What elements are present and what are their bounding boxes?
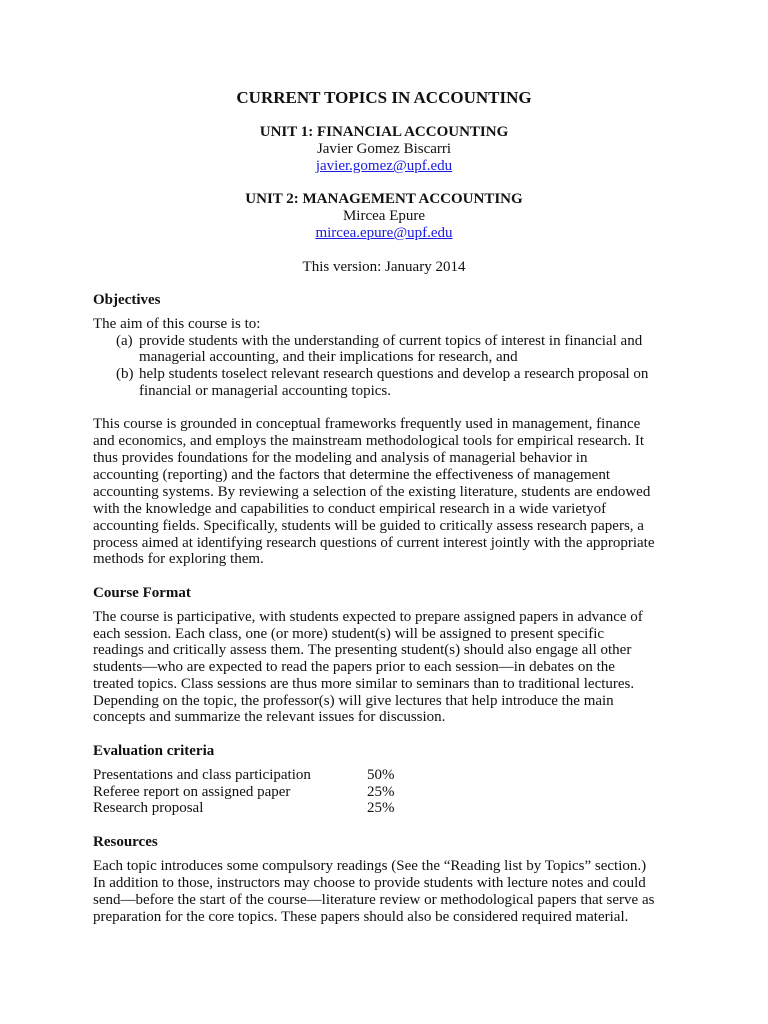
unit-2-email-link[interactable]: mircea.epure@upf.edu xyxy=(315,225,453,241)
version-line: This version: January 2014 xyxy=(302,259,466,275)
course-format-line: The course is participative, with students expected to prepare assigned papers in advance of xyxy=(93,609,643,625)
course-format-line: each session. Each class, one (or more) student(s) will be assigned to present specific xyxy=(93,626,605,642)
objectives-paragraph-line: thus provides foundations for the modeling and analysis of managerial behavior in xyxy=(93,450,588,466)
evaluation-row-label: Presentations and class participation xyxy=(93,767,311,783)
course-format-line: Depending on the topic, the professor(s) will give lectures that help introduce the main xyxy=(93,693,614,709)
objective-b-label: (b) xyxy=(116,366,134,382)
evaluation-heading: Evaluation criteria xyxy=(93,743,215,759)
course-format-line: treated topics. Class sessions are thus more similar to seminars than to traditional lectures. xyxy=(93,676,635,692)
unit-1-instructor: Javier Gomez Biscarri xyxy=(316,141,452,157)
resources-line: preparation for the core topics. These papers should also be considered required material. xyxy=(93,909,629,925)
course-format-line: concepts and summarize the relevant issues for discussion. xyxy=(93,709,446,725)
objectives-paragraph-line: accounting fields. Specifically, students will be guided to critically assess research papers, a xyxy=(93,518,644,534)
resources-line: Each topic introduces some compulsory readings (See the “Reading list by Topics” section.) xyxy=(93,858,647,874)
objectives-paragraph-line: methods for exploring them. xyxy=(93,551,264,567)
objectives-paragraph-line: with the knowledge and capabilities to conduct empirical research in a wide varietyof xyxy=(93,501,607,517)
document-title: CURRENT TOPICS IN ACCOUNTING xyxy=(236,88,532,107)
course-format-heading: Course Format xyxy=(93,585,191,601)
objectives-paragraph-line: and economics, and employs the mainstream methodological tools for empirical research. It xyxy=(93,433,645,449)
course-format-line: students—who are expected to read the papers prior to each session—in debates on the xyxy=(93,659,615,675)
evaluation-row-label: Research proposal xyxy=(93,800,204,816)
objective-a-line: managerial accounting, and their implications for research, and xyxy=(139,349,518,365)
unit-1-email-link[interactable]: javier.gomez@upf.edu xyxy=(315,158,453,174)
objectives-heading: Objectives xyxy=(93,292,161,308)
objectives-paragraph-line: This course is grounded in conceptual frameworks frequently used in management, finance xyxy=(93,416,641,432)
objectives-paragraph-line: accounting systems. By reviewing a selection of the existing literature, students are endowed xyxy=(93,484,651,500)
unit-1-heading: UNIT 1: FINANCIAL ACCOUNTING xyxy=(259,124,509,140)
objectives-intro: The aim of this course is to: xyxy=(93,316,261,332)
course-format-line: readings and critically assess them. The presenting student(s) should also engage all other xyxy=(93,642,632,658)
unit-2-email-row xyxy=(0,225,768,242)
evaluation-row-label: Referee report on assigned paper xyxy=(93,784,291,800)
unit-2-heading: UNIT 2: MANAGEMENT ACCOUNTING xyxy=(245,191,523,207)
objectives-paragraph-line: process aimed at identifying research questions of current interest jointly with the appropriate xyxy=(93,535,655,551)
objective-b-line: financial or managerial accounting topics. xyxy=(139,383,391,399)
evaluation-row-weight: 25% xyxy=(367,800,395,816)
resources-heading: Resources xyxy=(93,834,158,850)
resources-line: send—before the start of the course—literature review or methodological papers that serve as xyxy=(93,892,655,908)
unit-2-instructor: Mircea Epure xyxy=(342,208,426,224)
evaluation-row-weight: 50% xyxy=(367,767,395,783)
objective-a-line: provide students with the understanding of current topics of interest in financial and xyxy=(139,333,643,349)
objectives-paragraph-line: accounting (reporting) and the factors that determine the effectiveness of management xyxy=(93,467,611,483)
unit-1-email-row xyxy=(0,158,768,175)
resources-line: In addition to those, instructors may choose to provide students with lecture notes and could xyxy=(93,875,646,891)
evaluation-row-weight: 25% xyxy=(367,784,395,800)
objective-b-line: help students toselect relevant research questions and develop a research proposal on xyxy=(139,366,649,382)
objective-a-label: (a) xyxy=(116,333,133,349)
